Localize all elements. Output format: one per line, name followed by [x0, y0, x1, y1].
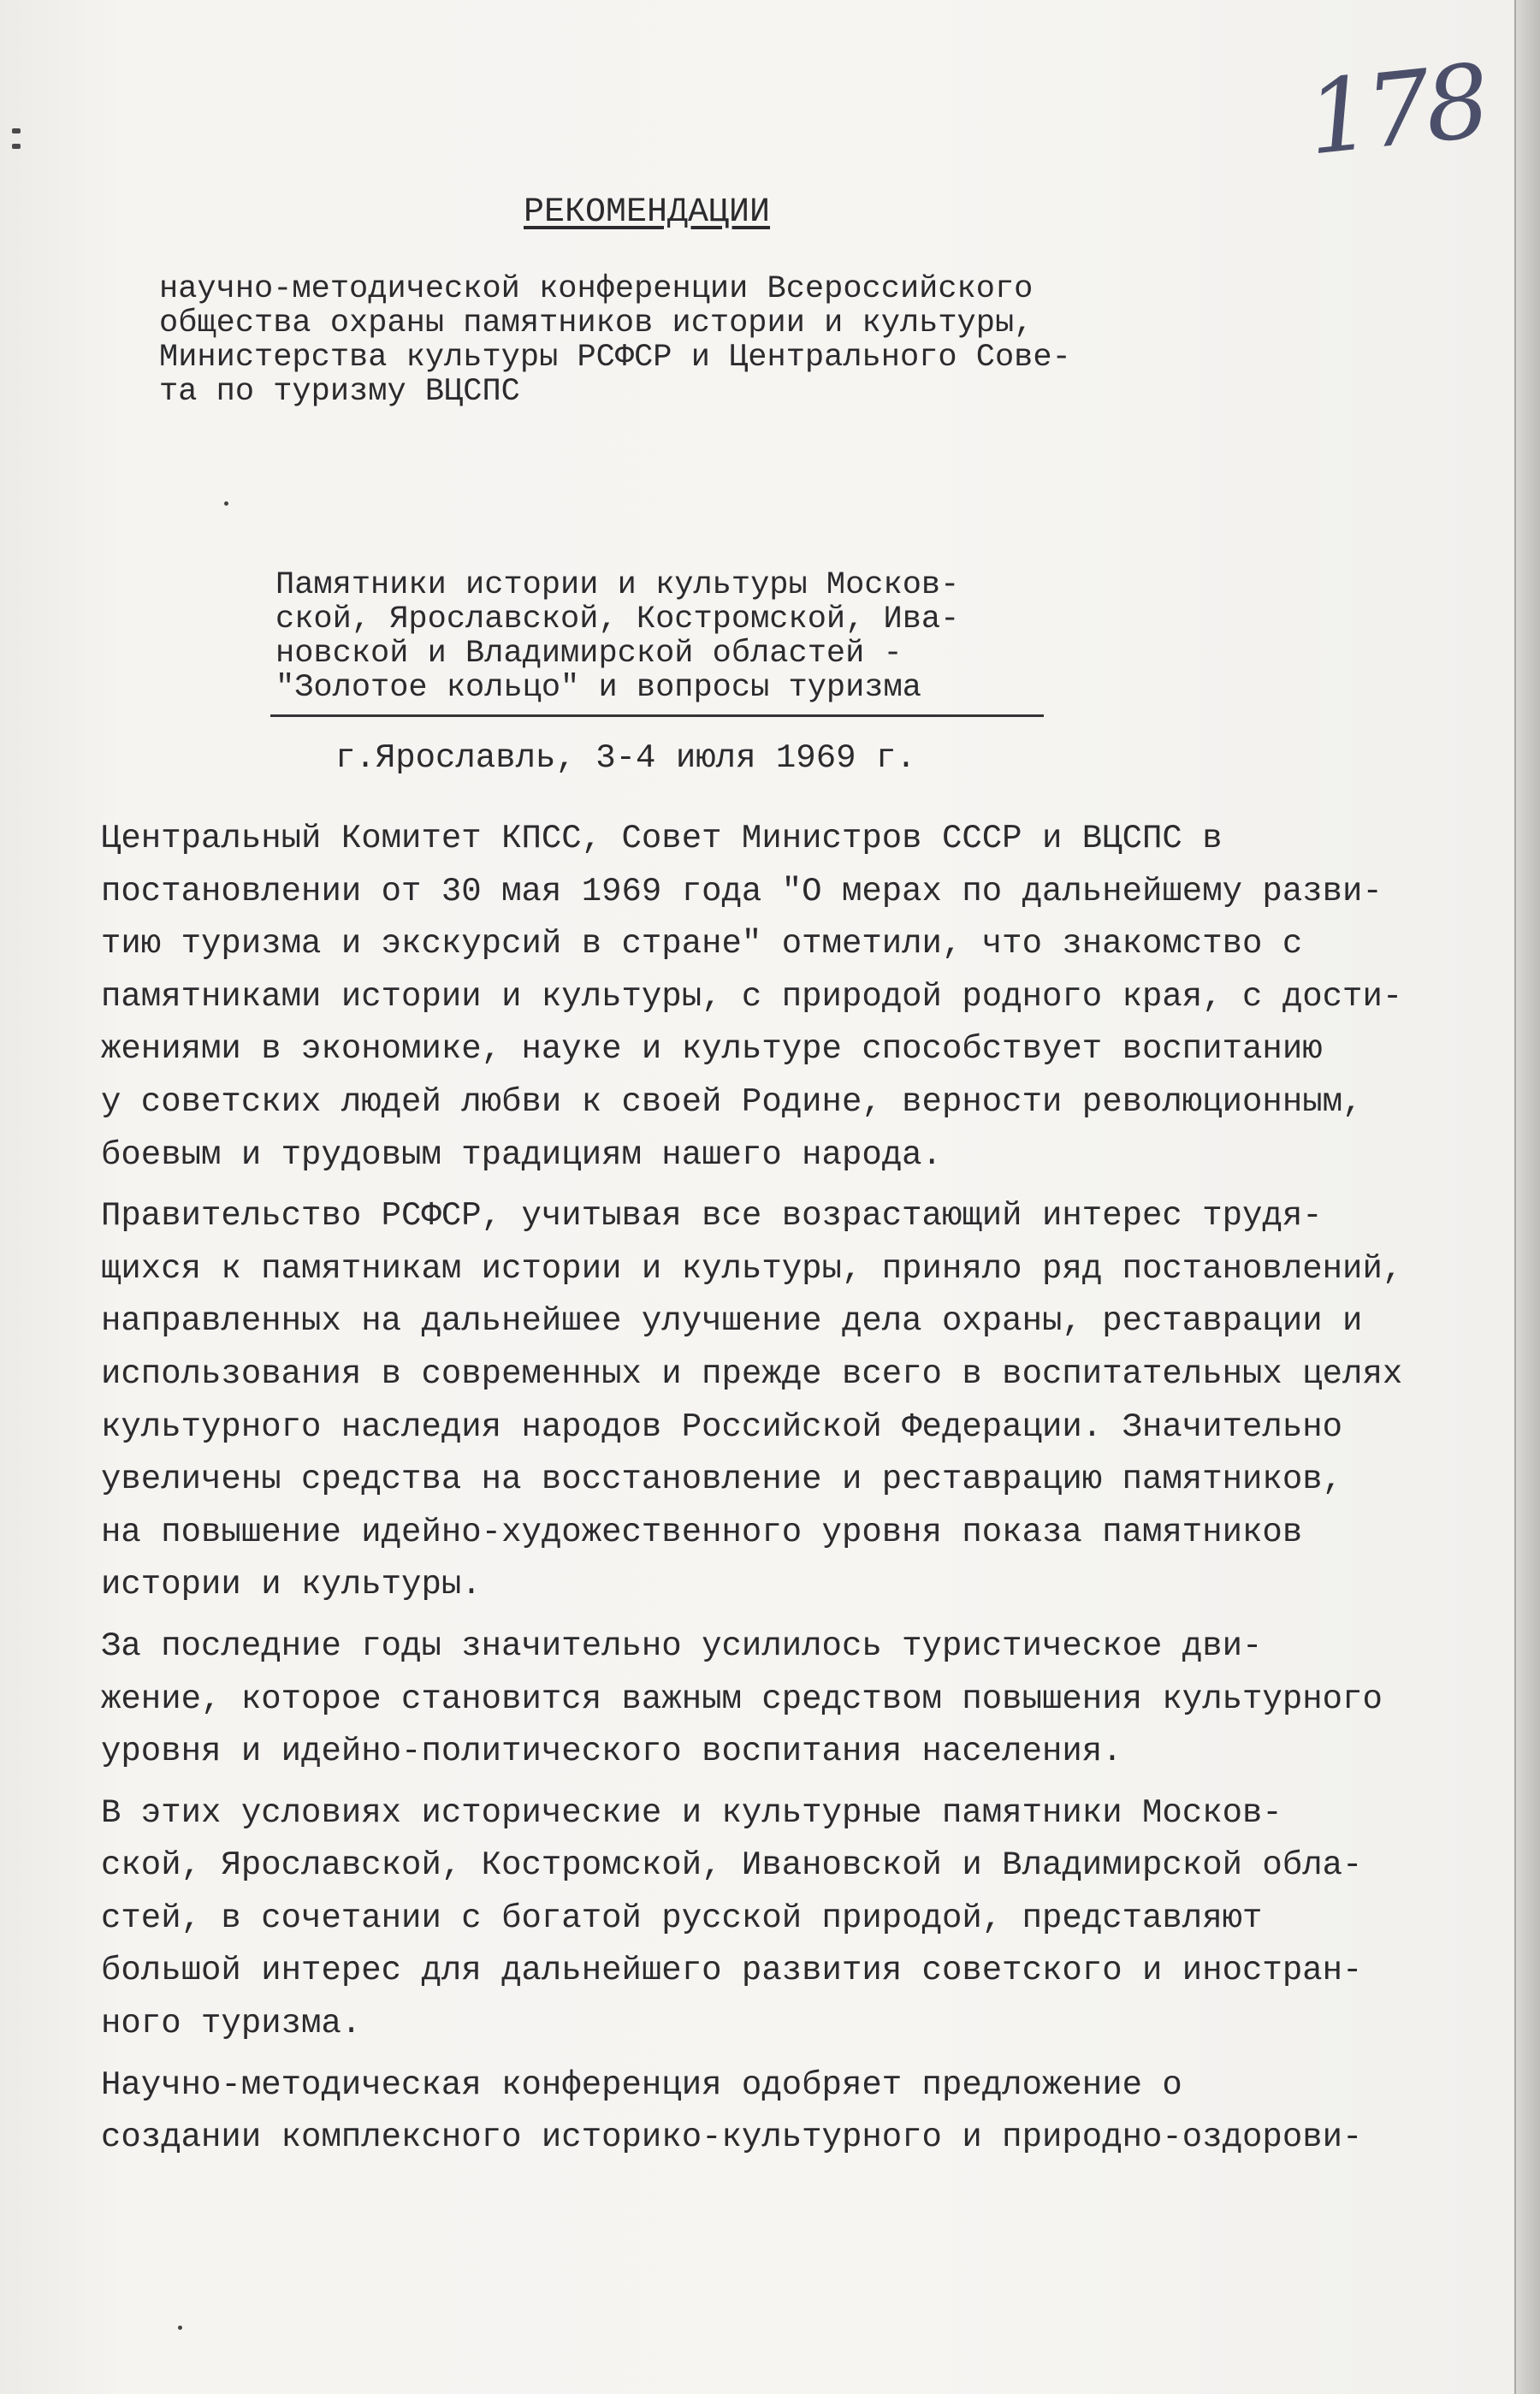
paragraph: За последние годы значительно усилилось туристическое дви- жение, которое становится важным средством повышения культурного уровня и идейно-политического воспитания населения.: [101, 1627, 1383, 1771]
paragraph: Научно-методическая конференция одобряет предложение о создании комплексного историко-культурного и природно-оздорови-: [101, 2065, 1363, 2157]
document-title: РЕКОМЕНДАЦИИ: [524, 193, 771, 232]
folio-number: 178: [1301, 41, 1490, 178]
paragraph: В этих условиях исторические и культурные памятники Москов- ской, Ярославской, Костромской, Ивановской и Владимирской обла- стей, в сочетании с богатой русской природой, представляют большой интерес для дальнейшего развития советского и иностран- ного туризма.: [101, 1793, 1363, 2043]
ink-speck: [178, 2326, 182, 2330]
conference-theme: Памятники истории и культуры Москов- ской, Ярославской, Костромской, Ива- новской и Владимирской областей - "Золотое кольцо" и вопросы туризма: [275, 567, 960, 706]
page-edge: [1514, 0, 1540, 2394]
paragraph: Центральный Комитет КПСС, Совет Министров СССР и ВЦСПС в постановлении от 30 мая 1969 года "О мерах по дальнейшему разви- тию туризма и экскурсий в стране" отметили, что знакомство с памятниками истории и культуры, с природой родного края, с дости- жениями в экономике, науке и культуре способствует воспитанию у советских людей любви к своей Родине, верности революционным, боевым и трудовым традициям нашего народа.: [101, 820, 1403, 1174]
paragraph: Правительство РСФСР, учитывая все возрастающий интерес трудя- щихся к памятникам истории и культуры, приняло ряд постановлений, направленных на дальнейшее улучшение дела охраны, реставрации и использования в современных и прежде всего в воспитательных целях культурного наследия народов Российской Федерации. Значительно увеличены средства на восстановление и реставрацию памятников, на повышение идейно-художественного уровня показа памятников истории и культуры.: [101, 1197, 1403, 1604]
document-body: [101, 813, 1504, 2173]
theme-underline: [270, 714, 1044, 717]
document-subtitle: научно-методической конференции Всероссийского общества охраны памятников истории и культуры, Министерства культуры РСФСР и Центрального Сове- та по туризму ВЦСПС: [159, 271, 1071, 410]
binding-hole: [12, 128, 21, 133]
ink-speck: [224, 501, 228, 506]
binding-hole: [12, 144, 21, 149]
place-and-date: г.Ярославль, 3-4 июля 1969 г.: [335, 739, 916, 777]
